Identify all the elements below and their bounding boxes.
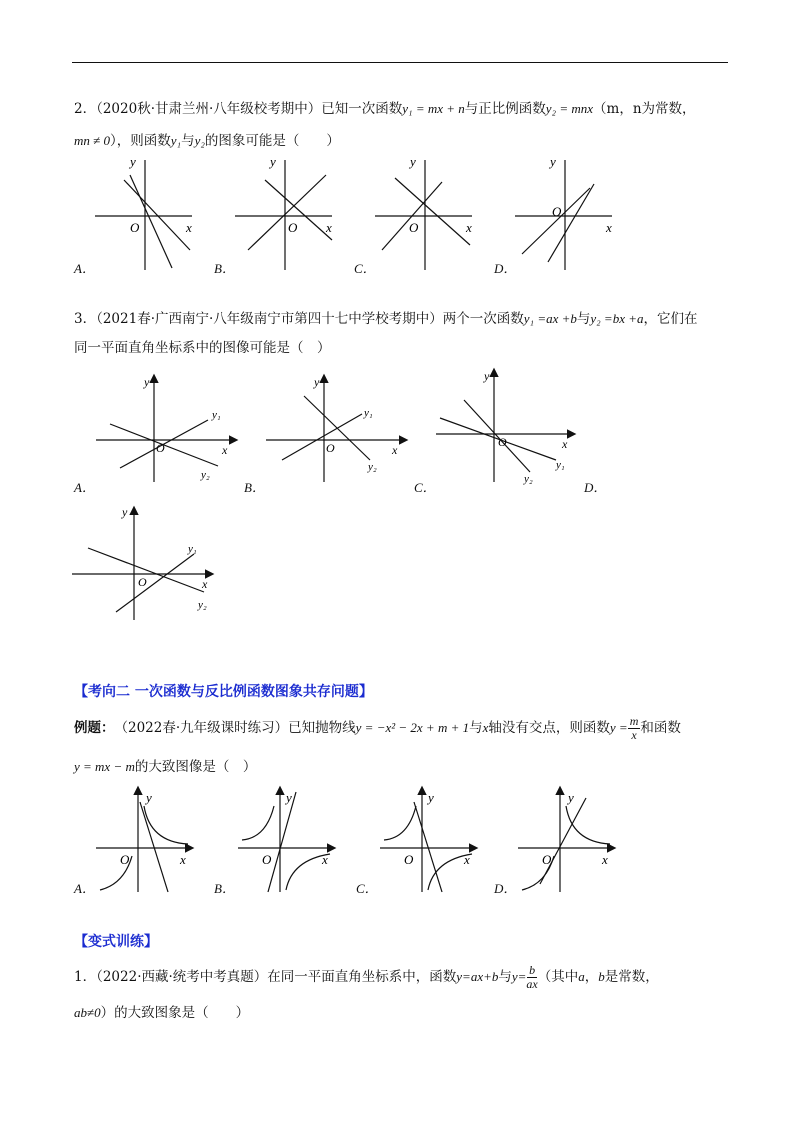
p1-b: b — [598, 969, 605, 984]
p1-text-c: （其中 — [537, 969, 579, 985]
q2-graph-a[interactable] — [95, 154, 192, 270]
q2-c-origin: O — [409, 220, 419, 235]
example-b-origin: O — [262, 852, 272, 867]
q2-d-xlabel: x — [606, 220, 612, 235]
example-option-d[interactable]: D． — [494, 881, 517, 896]
header-rule — [72, 62, 728, 63]
q2-line2 — [74, 131, 340, 151]
q2-graphs — [70, 150, 710, 280]
example-text-e: 的大致图像是（ ） — [134, 759, 257, 775]
q2-y1: y₁ — [170, 133, 182, 148]
q3-graph-b[interactable] — [266, 375, 406, 482]
q3-d-y1: y₁ — [188, 543, 197, 555]
example-d-origin: O — [542, 852, 552, 867]
q2-text-c: （m，n为常数， — [593, 101, 696, 117]
section2-title: 【考向二 一次函数与反比例函数图象共存问题】 — [74, 684, 373, 700]
q2-y1-expr: y₁ = mx + n — [402, 101, 465, 116]
q3-b-ylabel: y — [314, 375, 320, 389]
p1-condition: ab≠0 — [74, 1005, 101, 1020]
example-y-eq: y = — [609, 720, 628, 735]
q2-b-ylabel: y — [270, 154, 276, 169]
q2-b-xlabel: x — [326, 220, 332, 235]
q2-text-e: 与 — [181, 133, 195, 149]
q3-c-ylabel: y — [484, 369, 490, 383]
example-graph-a[interactable] — [96, 788, 192, 892]
q2-option-b[interactable]: B． — [214, 261, 235, 276]
q3-d-ylabel: y — [122, 505, 128, 519]
q3-text-b: 与 — [576, 311, 591, 327]
q3-d-y2: y₂ — [198, 599, 207, 611]
q2-text-a: 2．（2020秋·甘肃兰州·八年级校考期中）已知一次函数 — [74, 101, 403, 117]
q3-a-y1: y₁ — [212, 409, 221, 421]
q2-y2: y₂ — [194, 133, 205, 148]
q2-c-xlabel: x — [466, 220, 472, 235]
q3-a-y2: y₂ — [201, 469, 210, 481]
example-x: x — [482, 720, 489, 735]
q2-a-xlabel: x — [186, 220, 192, 235]
example-frac-num: m — [629, 713, 639, 728]
example-graph-c[interactable] — [380, 788, 476, 892]
q3-a-ylabel: y — [144, 375, 150, 389]
example-text-a: （2022春·九年级课时练习）已知抛物线 — [114, 720, 356, 736]
q3-c-y2: y₂ — [524, 473, 533, 485]
example-c-ylabel: y — [428, 790, 434, 805]
p1-text-d: 是常数， — [604, 969, 659, 985]
example-fraction — [628, 715, 641, 742]
p1-line2 — [74, 1003, 249, 1023]
example-text-b: 与 — [469, 720, 483, 736]
p1-fraction — [526, 964, 537, 991]
q2-text-f: 的图象可能是（ ） — [204, 133, 340, 149]
p1-frac-den: ax — [526, 976, 538, 991]
q3-a-origin: O — [156, 441, 165, 455]
q2-text-d: ），则函数 — [110, 133, 171, 149]
example-option-b[interactable]: B． — [214, 881, 235, 896]
q2-d-origin: O — [552, 204, 562, 219]
example-a-origin: O — [120, 852, 130, 867]
q3-graph-d[interactable] — [66, 500, 226, 625]
q3-y2-expr: y₂ =bx +a — [590, 311, 644, 326]
q3-text-a: 3．（2021春·广西南宁·八年级南宁市第四十七中学校考期中）两个一次函数 — [74, 311, 524, 327]
example-label: 例题： — [74, 720, 115, 736]
section3-title: 【变式训练】 — [74, 934, 158, 950]
q3-graph-c[interactable] — [436, 369, 574, 485]
q2-graph-d[interactable] — [515, 154, 612, 270]
example-a-xlabel: x — [180, 852, 186, 867]
q3-line1 — [74, 309, 698, 329]
q3-b-xlabel: x — [392, 443, 398, 457]
q3-option-b[interactable]: B． — [244, 480, 265, 495]
q3-option-a[interactable]: A． — [74, 480, 95, 495]
example-c-xlabel: x — [464, 852, 470, 867]
q3-graphs-row1 — [70, 362, 600, 492]
q2-text-b: 与正比例函数 — [464, 101, 546, 117]
example-a-ylabel: y — [146, 790, 152, 805]
p1-frac-num: b — [529, 962, 536, 977]
example-d-ylabel: y — [568, 790, 574, 805]
q2-a-origin: O — [130, 220, 140, 235]
example-frac-den: x — [631, 727, 637, 742]
q2-c-ylabel: y — [410, 154, 416, 169]
example-parabola: y = −x² − 2x + m + 1 — [355, 720, 470, 735]
q2-condition: mn ≠ 0 — [74, 133, 111, 148]
p1-y-eq: y= — [511, 969, 527, 984]
q2-a-ylabel: y — [130, 154, 136, 169]
example-graph-d[interactable] — [518, 788, 614, 892]
q3-c-y1: y₁ — [556, 459, 565, 471]
example-b-xlabel: x — [322, 852, 328, 867]
q2-option-d[interactable]: D． — [494, 261, 517, 276]
q2-option-a[interactable]: A． — [74, 261, 95, 276]
example-b-ylabel: y — [286, 790, 292, 805]
example-text-d: 和函数 — [640, 720, 681, 736]
p1-comma: ， — [584, 969, 599, 985]
p1-text-a: 1．（2022·西藏·统考中考真题）在同一平面直角坐标系中，函数 — [74, 969, 457, 985]
q3-b-origin: O — [326, 441, 335, 455]
q3-b-y2: y₂ — [368, 461, 377, 473]
q3-y1-expr: y₁ =ax +b — [523, 311, 577, 326]
example-line2 — [74, 757, 256, 777]
q2-graph-b[interactable] — [235, 154, 332, 270]
q2-graph-c[interactable] — [375, 154, 472, 270]
example-graph-b[interactable] — [238, 788, 334, 892]
q3-b-y1: y₁ — [364, 407, 373, 419]
q2-line1 — [74, 99, 696, 119]
p1-expr-a: y=ax+b — [456, 969, 499, 984]
q2-option-c[interactable]: C． — [354, 261, 376, 276]
q3-graph-a[interactable] — [96, 375, 236, 482]
q3-option-d[interactable]: D． — [584, 480, 607, 495]
p1-line1 — [74, 962, 659, 992]
q3-c-xlabel: x — [562, 437, 568, 451]
example-line1 — [74, 714, 681, 742]
example-text-c: 轴没有交点，则函数 — [488, 720, 610, 736]
p1-a: a — [578, 969, 585, 984]
q3-text-c: ，它们在 — [643, 311, 698, 327]
q3-line2: 同一平面直角坐标系中的图像可能是（ ） — [74, 340, 331, 356]
q2-b-origin: O — [288, 220, 298, 235]
q3-option-c[interactable]: C． — [414, 480, 436, 495]
q2-y2-expr: y₂ = mnx — [545, 101, 594, 116]
example-linear: y = mx − m — [74, 759, 135, 774]
example-option-a[interactable]: A． — [74, 881, 95, 896]
p1-text-e: ）的大致图象是（ ） — [100, 1005, 250, 1021]
example-c-origin: O — [404, 852, 414, 867]
q3-d-origin: O — [138, 575, 147, 589]
example-option-c[interactable]: C． — [356, 881, 378, 896]
q3-c-origin: O — [498, 435, 507, 449]
q2-d-ylabel: y — [550, 154, 556, 169]
q3-a-xlabel: x — [222, 443, 228, 457]
p1-text-b: 与 — [498, 969, 512, 985]
q3-d-xlabel: x — [202, 577, 208, 591]
example-d-xlabel: x — [602, 852, 608, 867]
